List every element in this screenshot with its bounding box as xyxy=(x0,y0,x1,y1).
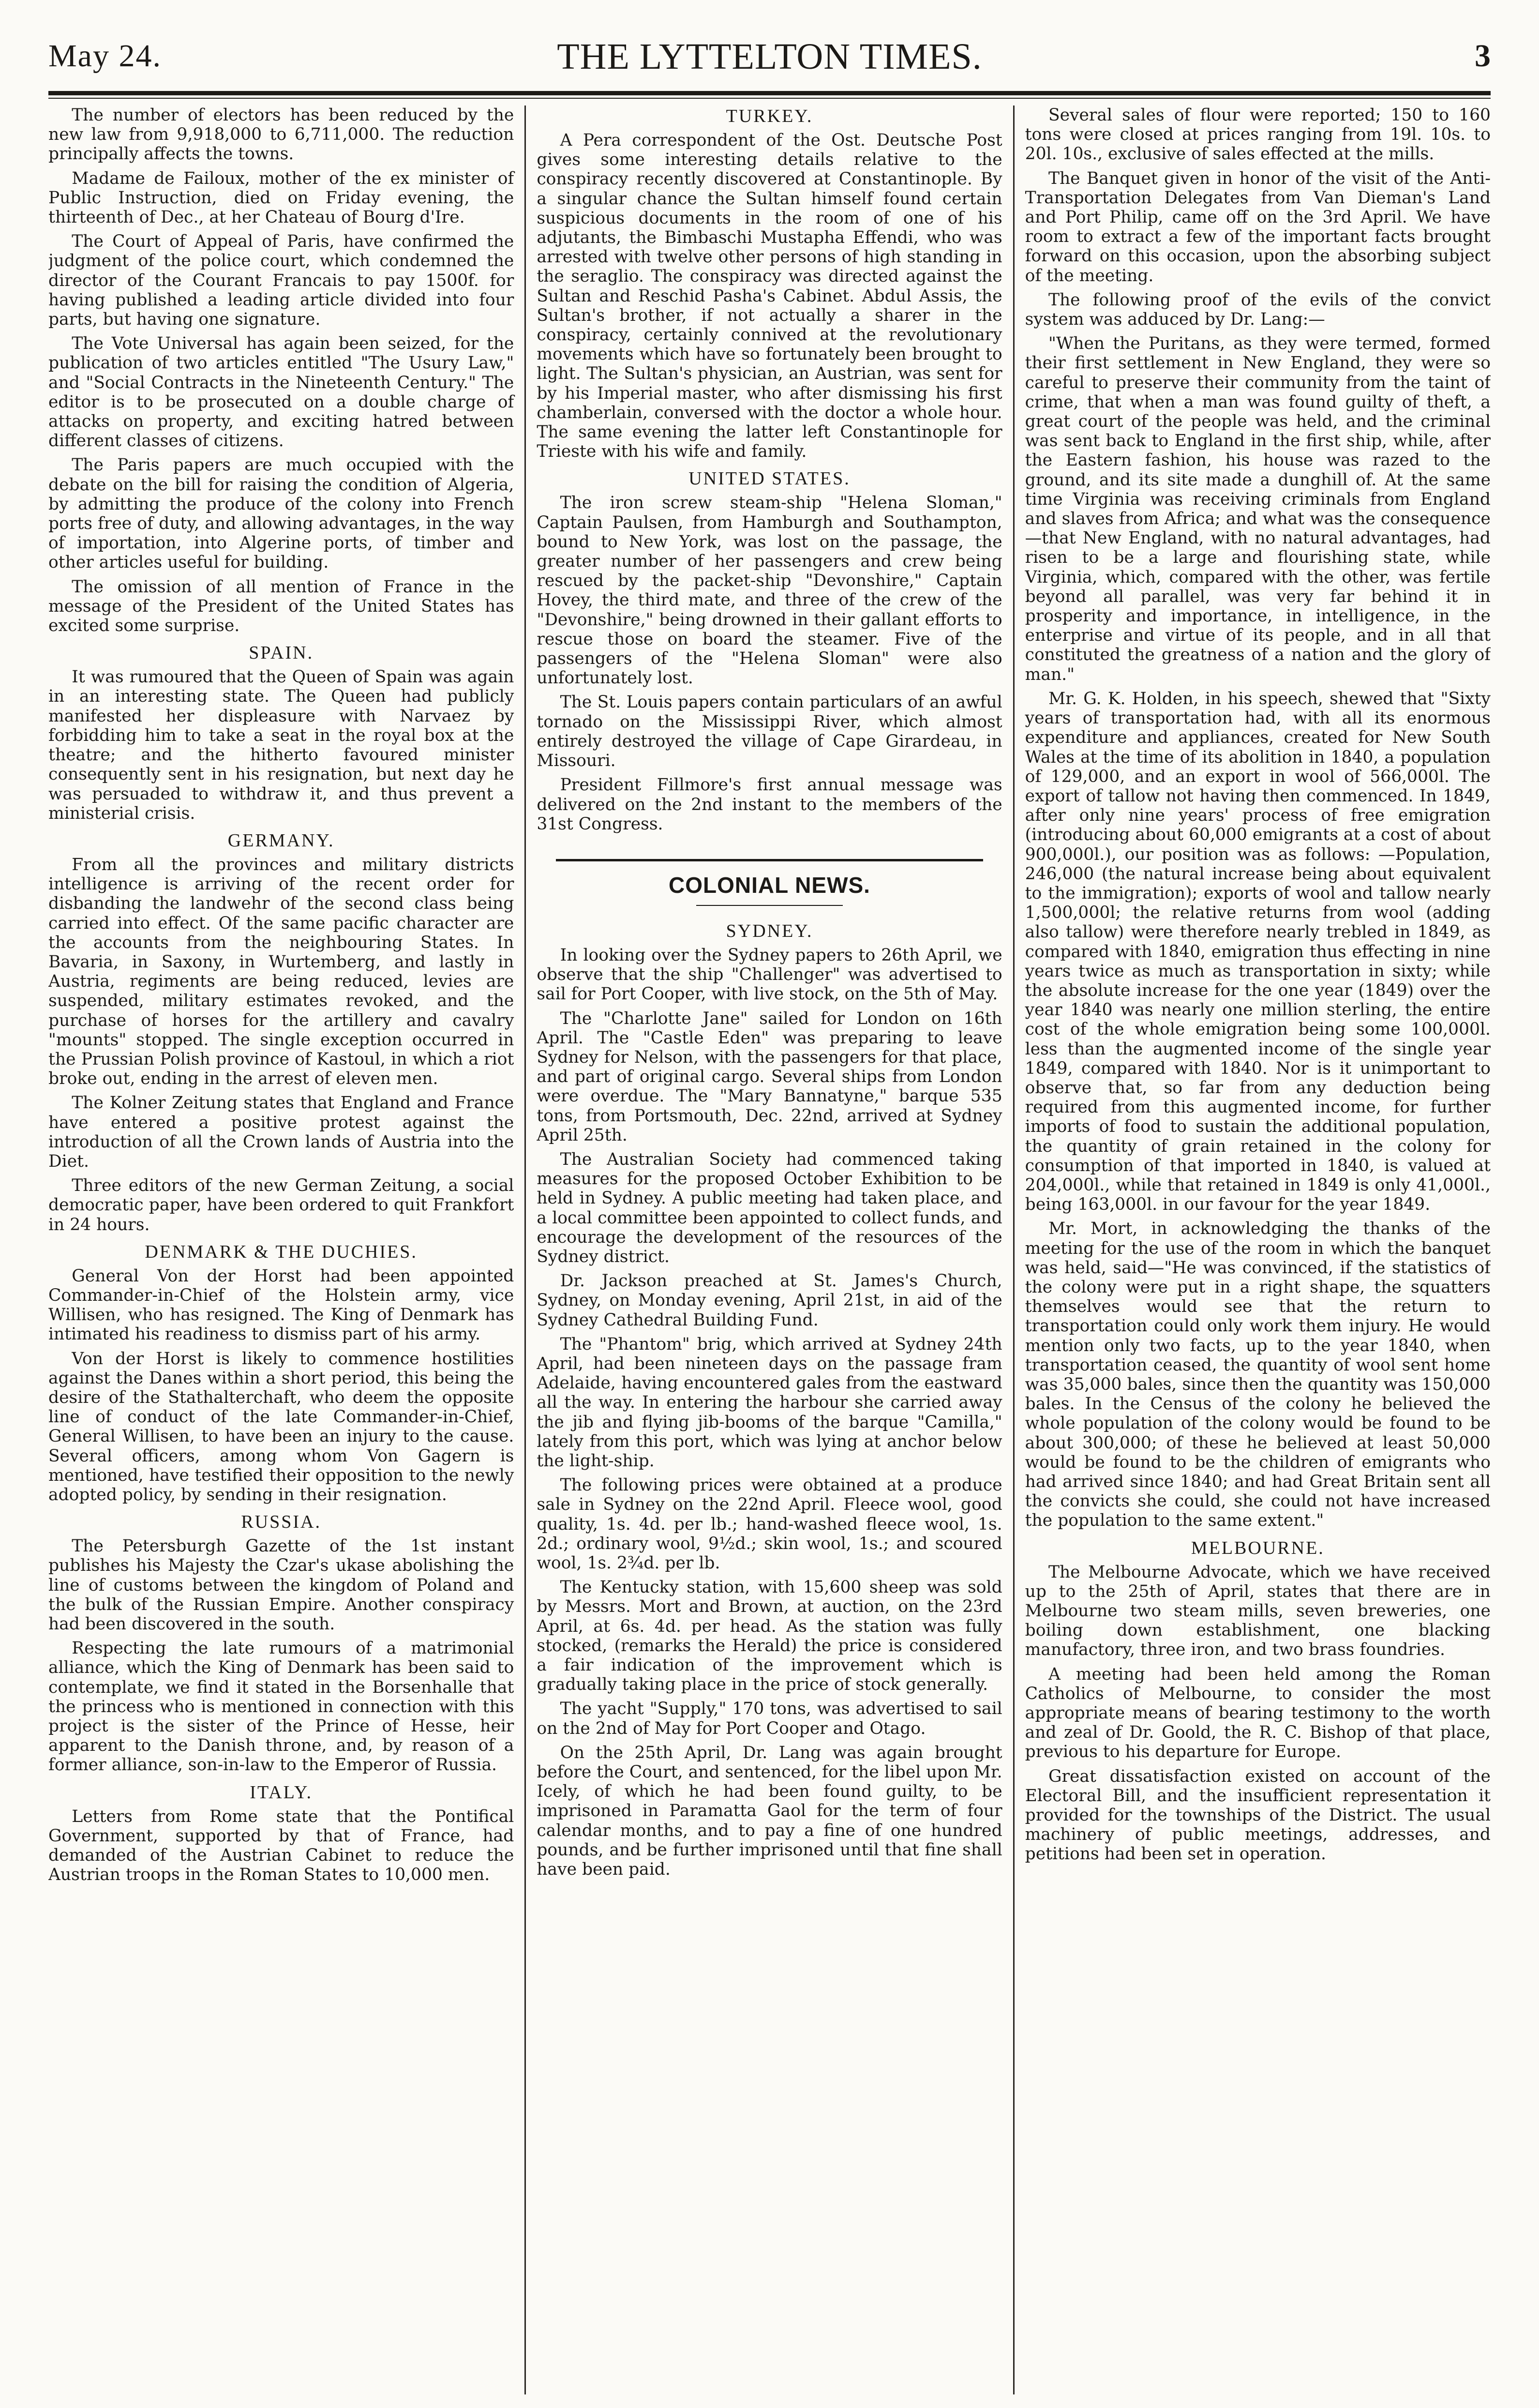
colonial-rule-bottom xyxy=(696,905,842,906)
article-paragraph: Letters from Rome state that the Pontifical Government, supported by that of France, had demanded of the Austrian Cabinet to reduce the Austrian troops in the Roman States to 10,000 men. xyxy=(48,1806,514,1885)
article-paragraph: The Petersburgh Gazette of the 1st instant publishes his Majesty the Czar's ukase abolishing the line of customs between the kingdom of Poland and the bulk of the Russian Empire. Another conspiracy had been discovered in the south. xyxy=(48,1536,514,1634)
masthead-rule-thin xyxy=(48,98,1491,99)
section-heading-melbourne: MELBOURNE. xyxy=(1191,1537,1325,1558)
article-paragraph: Great dissatisfaction existed on account of the Electoral Bill, and the insufficient representation it provided for the townships of the District. The usual machinery of public meetings, addresses, and petitions had been set in operation. xyxy=(1025,1766,1491,1864)
page-number: 3 xyxy=(1475,38,1491,74)
article-paragraph: The number of electors has been reduced by the new law from 9,918,000 to 6,711,000. The reduction principally affects the towns. xyxy=(48,105,514,164)
section-heading-sydney: SYDNEY. xyxy=(726,920,813,941)
section-heading-united-states: UNITED STATES. xyxy=(688,468,851,489)
article-paragraph: In looking over the Sydney papers to 26th April, we observe that the ship "Challenger" was advertised to sail for Port Cooper, with live stock, on the 5th of May. xyxy=(537,945,1002,1004)
article-paragraph: A meeting had been held among the Roman Catholics of Melbourne, to consider the most appropriate means of bearing testimony to the worth and zeal of Dr. Goold, the R. C. Bishop of that place, previous to his departure for Europe. xyxy=(1025,1664,1491,1762)
column-2 xyxy=(524,105,1013,2394)
newspaper-title: THE LYTTELTON TIMES. xyxy=(557,36,982,77)
article-paragraph: The following proof of the evils of the convict system was adduced by Dr. Lang:— xyxy=(1025,290,1491,330)
column-3 xyxy=(1013,105,1491,2394)
article-paragraph: General Von der Horst had been appointed Commander-in-Chief of the Holstein army, vice Willisen, who has resigned. The King of Denmark has intimated his readiness to dismiss part of his army. xyxy=(48,1266,514,1344)
article-paragraph: The yacht "Supply," 170 tons, was advertised to sail on the 2nd of May for Port Cooper and Otago. xyxy=(537,1699,1002,1738)
article-paragraph: The Banquet given in honor of the visit of the Anti-Transportation Delegates from Van Dieman's Land and Port Philip, came off on the 3rd April. We have room to extract a few of the important facts brought forward on this occasion, upon the absorbing subject of the meeting. xyxy=(1025,168,1491,286)
article-paragraph: The Vote Universal has again been seized, for the publication of two articles entitled "The Usury Law," and "Social Contracts in the Nineteenth Century." The editor is to be prosecuted on a double charge of attacks on property, and exciting hatred between different classes of citizens. xyxy=(48,334,514,451)
section-heading-italy: ITALY. xyxy=(250,1782,313,1803)
article-paragraph: Respecting the late rumours of a matrimonial alliance, which the King of Denmark has been said to contemplate, we find it stated in the Borsenhalle that the princess who is mentioned in connection with this project is the sister of the Prince of Hesse, heir apparent to the Danish throne, and, by reason of a former alliance, son-in-law to the Emperor of Russia. xyxy=(48,1639,514,1775)
columns xyxy=(48,105,1491,2394)
section-heading-spain: SPAIN. xyxy=(249,643,314,663)
article-paragraph: Madame de Failoux, mother of the ex minister of Public Instruction, died on Friday evening, the thirteenth of Dec., at her Chateau of Bourg d'Ire. xyxy=(48,168,514,227)
article-paragraph: A Pera correspondent of the Ost. Deutsche Post gives some interesting details relative to the conspiracy recently discovered at Constantinople. By a singular chance the Sultan himself found certain suspicious documents in the room of one of his adjutants, the Bimbaschi Mustapha Effendi, who was arrested with twelve other persons of high standing in the seraglio. The conspiracy was directed against the Sultan and Reschid Pasha's Cabinet. Abdul Assis, the Sultan's brother, if not actually a sharer in the conspiracy, certainly connived at the revolutionary movements which have so fortunately been brought to light. The Sultan's physician, an Austrian, was sent for by his Imperial master, who after dismissing his first chamberlain, conversed with the doctor a whole hour. The same evening the latter left Constantinople for Trieste with his wife and family. xyxy=(537,131,1002,462)
article-paragraph: It was rumoured that the Queen of Spain was again in an interesting state. The Queen had publicly manifested her displeasure with Narvaez by forbidding him to take a seat in the royal box at the theatre; and the hitherto favoured minister consequently sent in his resignation, but next day he was persuaded to withdraw it, and thus prevent a ministerial crisis. xyxy=(48,667,514,823)
article-paragraph: The Kentucky station, with 15,600 sheep was sold by Messrs. Mort and Brown, at auction, on the 23rd April, at 6s. 4d. per head. As the station was fully stocked, (remarks the Herald) the price is considered a fair indication of the improvement which is gradually taking place in the price of stock generally. xyxy=(537,1578,1002,1695)
colonial-news-heading: COLONIAL NEWS. xyxy=(669,872,870,898)
section-heading-denmark: DENMARK & THE DUCHIES. xyxy=(145,1241,418,1262)
masthead-rule-thick xyxy=(48,91,1491,95)
article-paragraph: Dr. Jackson preached at St. James's Church, Sydney, on Monday evening, April 21st, in aid of the Sydney Cathedral Building Fund. xyxy=(537,1271,1002,1330)
article-paragraph: The Melbourne Advocate, which we have received up to the 25th of April, states that there are in Melbourne two steam mills, seven breweries, one boiling down establishment, one blacking manufactory, three iron, and two brass foundries. xyxy=(1025,1562,1491,1660)
article-paragraph: Three editors of the new German Zeitung, a social democratic paper, have been ordered to quit Frankfort in 24 hours. xyxy=(48,1176,514,1234)
article-paragraph: The following prices were obtained at a produce sale in Sydney on the 22nd April. Fleece wool, good quality, 1s. 4d. per lb.; hand-washed fleece wool, 1s. 2d.; ordinary wool, 9½d.; skin wool, 1s.; and scoured wool, 1s. 2¾d. per lb. xyxy=(537,1475,1002,1573)
article-paragraph: President Fillmore's first annual message was delivered on the 2nd instant to the members of the 31st Congress. xyxy=(537,775,1002,834)
issue-date: May 24. xyxy=(48,38,162,74)
colonial-news-banner xyxy=(537,859,1002,906)
section-heading-germany: GERMANY. xyxy=(227,830,335,851)
colonial-rule-top xyxy=(556,859,983,861)
column-1 xyxy=(48,105,524,2394)
article-paragraph: Mr. Mort, in acknowledging the thanks of the meeting for the use of the room in which the banquet was held, said—"He was convinced, if the statistics of the colony were put in a right shape, the squatters themselves would see that the return to transportation could only work them injury. He would mention only two facts, up to the year 1840, when transportation ceased, the quantity of wool sent home was 35,000 bales, since then the quantity was 150,000 bales. In the Census of the colony he believed the whole population of the colony would be found to be about 300,000; of these he believed at least 50,000 would be found to be the children of emigrants who had arrived since 1840; and had Great Britain sent all the convicts she could, she could not have increased the population to the same extent." xyxy=(1025,1219,1491,1531)
masthead xyxy=(48,34,1491,87)
article-paragraph: Several sales of flour were reported; 150 to 160 tons were closed at prices ranging from 19l. 10s. to 20l. 10s., exclusive of sales effected at the mills. xyxy=(1025,105,1491,164)
article-paragraph: The "Phantom" brig, which arrived at Sydney 24th April, had been nineteen days on the passage fram Adelaide, having encountered gales from the eastward all the way. In entering the harbour she carried away the jib and flying jib-booms of the barque "Camilla," lately from this port, which was lying at anchor below the light-ship. xyxy=(537,1334,1002,1471)
article-paragraph: The Paris papers are much occupied with the debate on the bill for raising the condition of Algeria, by admitting the produce of the colony into French ports free of duty, and allowing advantages, in the way of importation, into Algerine ports, of timber and other articles useful for building. xyxy=(48,455,514,572)
article-paragraph: On the 25th April, Dr. Lang was again brought before the Court, and sentenced, for the libel upon Mr. Icely, of which he had been found guilty, to be imprisoned in Paramatta Gaol for the term of four calendar months, and to pay a fine of one hundred pounds, and be further imprisoned until that fine shall have been paid. xyxy=(537,1743,1002,1880)
article-paragraph: "When the Puritans, as they were termed, formed their first settlement in New England, they were so careful to preserve their community from the taint of crime, that when a man was found guilty of theft, a great court of the people was held, and the criminal was sent back to England in the first ship, while, after the Eastern fashion, his house was razed to the ground, and its site made a dunghill of. At the same time Virginia was receiving criminals from England and slaves from Africa; and what was the consequence—that New England, with no natural advantages, had risen to be a large and flourishing state, while Virginia, which, compared with the other, was fertile beyond all parallel, was very far behind it in prosperity and importance, in intelligence, in the enterprise and virtue of its people, and in all that constituted the greatness of a nation and the glory of man." xyxy=(1025,334,1491,684)
article-paragraph: From all the provinces and military districts intelligence is arriving of the recent order for disbanding the landwehr of the second class being carried into effect. Of the same pacific character are the accounts from the neighbouring States. In Bavaria, in Saxony, in Wurtemberg, and lastly in Austria, regiments are being reduced, levies are suspended, military estimates revoked, and the purchase of horses for the artillery and cavalry "mounts" stopped. The single exception occurred in the Prussian Polish province of Kastoul, in which a riot broke out, ending in the arrest of eleven men. xyxy=(48,855,514,1089)
article-paragraph: The Australian Society had commenced taking measures for the proposed October Exhibition to be held in Sydney. A public meeting had taken place, and a local committee been appointed to collect funds, and encourage the development of the resources of the Sydney district. xyxy=(537,1149,1002,1266)
section-heading-russia: RUSSIA. xyxy=(241,1512,321,1533)
article-paragraph: The Kolner Zeitung states that England and France have entered a positive protest against the introduction of all the Crown lands of Austria into the Diet. xyxy=(48,1093,514,1171)
article-paragraph: The Court of Appeal of Paris, have confirmed the judgment of the police court, which condemned the director of the Courant Francais to pay 1500f. for having published a leading article divided into four parts, but having one signature. xyxy=(48,232,514,330)
article-paragraph: Von der Horst is likely to commence hostilities against the Danes within a short period, this being the desire of the Stathalterchaft, who deem the opposite line of conduct of the late Commander-in-Chief, General Willisen, to have been an injury to the cause. Several officers, among whom Von Gagern is mentioned, have testified their opposition to the newly adopted policy, by sending in their resignation. xyxy=(48,1349,514,1505)
article-paragraph: The iron screw steam-ship "Helena Sloman," Captain Paulsen, from Hamburgh and Southampton, bound to New York, was lost on the passage, the greater number of her passengers and crew being rescued by the packet-ship "Devonshire," Captain Hovey, the third mate, and three of the crew of the "Devonshire," being drowned in their gallant efforts to rescue those on board the steamer. Five of the passengers of the "Helena Sloman" were also unfortunately lost. xyxy=(537,493,1002,688)
article-paragraph: Mr. G. K. Holden, in his speech, shewed that "Sixty years of transportation had, with all its enormous expenditure and appliances, created for New South Wales at the time of its abolition in 1840, a population of 129,000, and an export in wool of 566,000l. The export of tallow not having then commenced. In 1849, after only nine years' process of free emigration (introducing about 60,000 emigrants at a cost of about 900,000l.), our position was as follows: —Population, 246,000 (the natural increase being about equivalent to the immigration); exports of wool and tallow nearly 1,500,000l; the relative returns from wool (adding also tallow) were therefore nearly trebled in 1849, as compared with 1840, emigration thus effecting in nine years twice as much as transportation in sixty; while the absolute increase for the one year (1849) over the year 1840 was nearly one million sterling, the entire cost of the whole emigration being some 100,000l. less than the augmented income of the single year 1849, compared with 1840. Nor is it unimportant to observe that, so far from any deduction being required from this augmented income, for further imports of food to sustain the additional population, the quantity of grain retained in the colony for consumption of that imported in 1840, is valued at 204,000l., while that retained in 1849 is only 41,000l., being 163,000l. in our favour for the year 1849. xyxy=(1025,689,1491,1215)
article-paragraph: The "Charlotte Jane" sailed for London on 16th April. The "Castle Eden" was preparing to leave Sydney for Nelson, with the passengers for that place, and part of original cargo. Several ships from London were overdue. The "Mary Bannatyne," barque 535 tons, from Portsmouth, Dec. 22nd, arrived at Sydney April 25th. xyxy=(537,1008,1002,1145)
section-heading-turkey: TURKEY. xyxy=(726,106,813,126)
article-paragraph: The St. Louis papers contain particulars of an awful tornado on the Mississippi River, which almost entirely destroyed the village of Cape Girardeau, in Missouri. xyxy=(537,692,1002,771)
article-paragraph: The omission of all mention of France in the message of the President of the United States has excited some surprise. xyxy=(48,577,514,636)
